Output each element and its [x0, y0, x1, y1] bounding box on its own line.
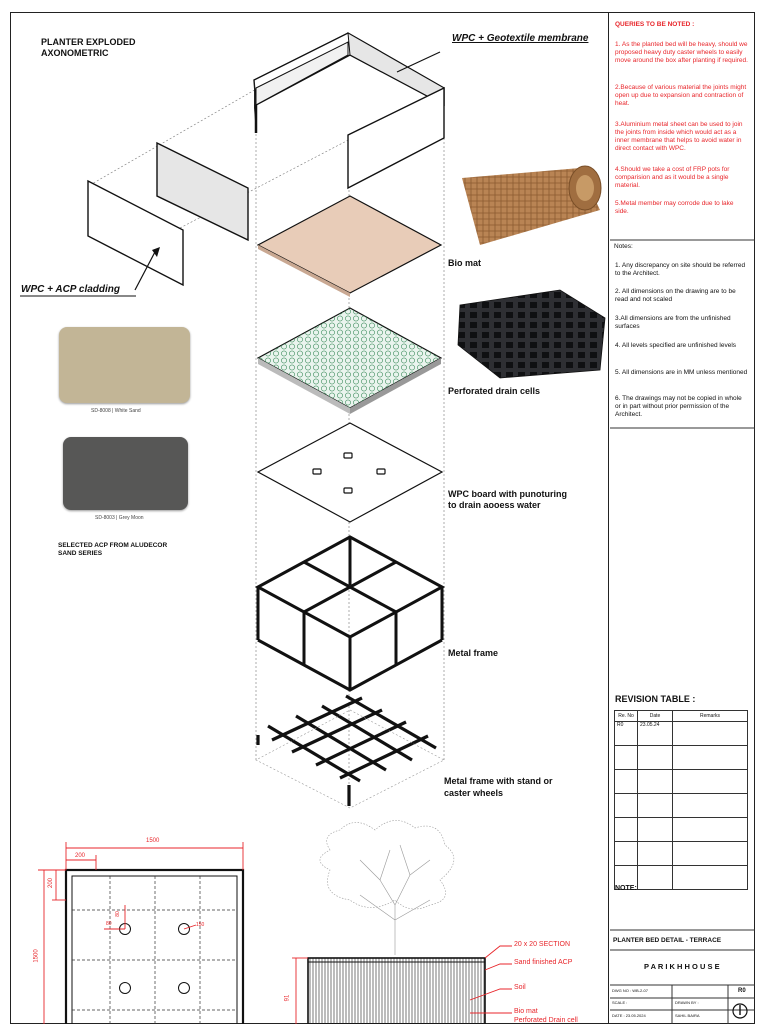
note-item-1: 1. Any discrepancy on site should be referred to the Architect.: [615, 262, 746, 278]
section-label-4: Bio mat: [514, 1008, 538, 1015]
section-label-1: 20 x 20 SECTION: [514, 941, 571, 948]
revision-heading: REVISION TABLE :: [615, 694, 696, 704]
revision-col-date: Date: [638, 711, 673, 722]
dim-hole-a: 80: [114, 911, 121, 917]
dim-edge-b: 200: [48, 877, 55, 889]
callout-frame-stand-1: Metal frame with stand or: [444, 776, 553, 786]
acp-selected-line1: SELECTED ACP FROM ALUDECOR: [58, 542, 168, 549]
note-item-5: 5. All dimensions are in MM unless mentioned: [615, 369, 748, 376]
query-item-2: 2.Because of various material the joints might open up due to expansion and contraction of heat.: [615, 84, 747, 108]
note-item-4: 4. All levels specified are unfinished levels: [615, 342, 737, 349]
revision-row-no: R0: [615, 722, 638, 746]
note-item-3: 3.All dimensions are from the unfinished surfaces: [615, 315, 731, 331]
section-label-3: Soil: [514, 984, 526, 991]
project-name: P A R I K H H O U S E: [644, 962, 720, 971]
note-label: NOTE:: [615, 885, 637, 892]
query-item-5: 5.Metal member may corrode due to lake side.: [615, 200, 734, 216]
query-item-3: 3.Aluminium metal sheet can be used to join the joints from inside which would act as a inner membrane that helps to avoid water in direct contact with WPC.: [615, 121, 743, 153]
callout-wpc-board-2: to drain aooess water: [448, 500, 541, 510]
query-item-4: 4.Should we take a cost of FRP pots for comparision and as it would be a single material.: [615, 166, 730, 190]
note-item-6: 6. The drawings may not be copied in whole or in part without prior permission of the Architect.: [615, 395, 742, 419]
dwg-number: DWG NO : WB-2-07: [612, 988, 649, 993]
callout-drain-cells: Perforated drain cells: [448, 386, 541, 396]
section-drawing: [292, 820, 512, 1024]
drain-cells-layer: [258, 308, 441, 414]
callout-frame-stand-2: caster wheels: [444, 788, 504, 798]
drawing-title-line2: AXONOMETRIC: [41, 48, 109, 58]
dim-overall-height: 1500: [33, 949, 40, 963]
section-label-2: Sand finished ACP: [514, 959, 573, 966]
drawn-by-label: DRAWN BY :: [675, 1000, 699, 1005]
drawn-by-name: SAHIL BAIRA: [675, 1013, 700, 1018]
revision-row-date: 23.05.24: [638, 722, 673, 746]
dim-overall-width: 1500: [146, 838, 160, 844]
scale-label: SCALE :: [612, 1000, 628, 1005]
notes-heading: Notes:: [614, 243, 633, 250]
revision-code: R0: [738, 988, 746, 994]
drain-cells-photo: [458, 290, 605, 378]
metal-base-frame-layer: [258, 696, 436, 806]
revision-col-no: Re. No: [615, 711, 638, 722]
dim-hole-c: 150: [196, 922, 205, 928]
bio-mat-layer: [258, 196, 441, 293]
date-label: DATE : 23.05.2024: [612, 1013, 646, 1018]
acp-swatch-grey-moon: [63, 437, 188, 510]
callout-wpc-geotextile: WPC + Geotextile membrane: [452, 33, 589, 44]
sheet-title: PLANTER BED DETAIL - TERRACE: [613, 937, 722, 944]
acp-selected-line2: SAND SERIES: [58, 550, 103, 557]
dim-hole-b: 80: [106, 921, 112, 927]
plan-drawing: [38, 842, 243, 1024]
revision-col-remarks: Remarks: [673, 711, 748, 722]
callout-metal-frame: Metal frame: [448, 648, 499, 658]
callout-wpc-board-1: WPC board with punoturing: [448, 489, 567, 499]
callout-wpc-acp: WPC + ACP cladding: [21, 284, 120, 295]
section-height-dim: 91: [284, 994, 291, 1002]
queries-heading: QUERIES TO BE NOTED :: [615, 21, 695, 28]
acp-swatch-caption-1: SD-8008 | White Sand: [91, 408, 141, 414]
acp-swatch-caption-2: SD-8003 | Grey Moon: [95, 515, 144, 521]
section-label-5: Perforated Drain cell: [514, 1017, 578, 1024]
note-item-2: 2. All dimensions on the drawing are to be read and not scaled: [615, 288, 736, 304]
acp-cladding-panels: [20, 143, 248, 296]
wpc-box-layer: [254, 33, 444, 188]
drawing-title-line1: PLANTER EXPLODED: [41, 37, 136, 47]
metal-frame-layer: [258, 537, 442, 690]
acp-swatch-white-sand: [59, 327, 190, 403]
revision-table: [614, 710, 748, 890]
wpc-board-layer: [258, 423, 442, 522]
bio-mat-photo: [456, 160, 606, 248]
query-item-1: 1. As the planted bed will be heavy, should we proposed heavy duty caster wheels to easily move around the box after planting if required.: [615, 41, 748, 65]
dim-edge-a: 200: [75, 853, 86, 859]
callout-bio-mat: Bio mat: [448, 258, 482, 268]
